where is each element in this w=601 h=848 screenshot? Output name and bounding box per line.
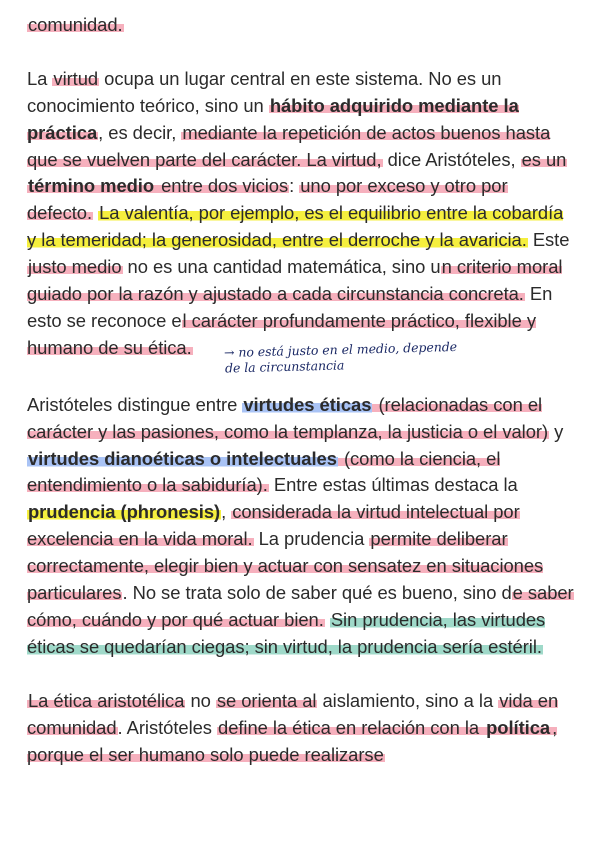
- text-run: Este: [527, 229, 570, 251]
- handwritten-note-line-1: → no está justo en el medio, depende: [223, 338, 458, 360]
- text-run: y: [549, 420, 564, 442]
- text-run: . Aristóteles: [117, 716, 218, 738]
- text-run: ocupa un lugar central en este sistema. No es un conocimiento teórico, sino un: [27, 67, 502, 116]
- highlight-pink: uno por exceso y otro por defecto.: [27, 175, 508, 224]
- highlight-pink: se orienta al: [216, 689, 317, 711]
- highlight-blue: virtudes dianoéticas o intelectuales: [28, 447, 337, 469]
- highlight-pink: hábito adquirido mediante la práctica: [27, 94, 519, 143]
- text-run: . No se trata solo de saber qué es bueno, sino d: [122, 582, 512, 604]
- highlight-teal: Sin prudencia, las virtudes éticas se quedarían ciegas; sin virtud, la prudencia sería estéril.: [27, 609, 546, 657]
- paragraph-1: [27, 66, 575, 362]
- paragraph-0: [27, 12, 575, 39]
- highlight-pink: l carácter profundamente práctico, flexible y humano de su ética.: [27, 309, 536, 358]
- highlight-pink: e saber cómo, cuándo y por qué actuar bien.: [27, 582, 574, 631]
- text-run: ,: [221, 501, 232, 523]
- text-run: no es una cantidad matemática, sino u: [122, 256, 441, 278]
- highlight-pink: mediante la repetición de actos buenos hasta que se vuelven parte del carácter. La virtud,: [27, 121, 551, 170]
- text-run: La: [27, 67, 53, 89]
- highlight-yellow: prudencia (phronesis): [28, 501, 221, 523]
- highlight-pink: término medio: [28, 175, 155, 197]
- paragraph-gap: [27, 661, 575, 688]
- text-run: En esto se reconoce e: [27, 283, 553, 331]
- highlight-pink: define la ética en relación con la: [218, 716, 485, 738]
- highlight-pink: entre dos vicios: [156, 175, 289, 197]
- handwritten-note: [27, 338, 575, 382]
- paragraph-gap: [27, 382, 575, 392]
- paragraph-3: [27, 688, 575, 769]
- highlight-pink: n criterio moral guiado por la razón y ajustado a cada circunstancia concreta.: [27, 256, 563, 305]
- highlight-pink: (relacionadas con el carácter y las pasiones, como la templanza, la justicia o el valor): [27, 393, 549, 442]
- highlight-pink: justo medio: [28, 256, 122, 278]
- text-run: no: [185, 689, 216, 711]
- highlight-pink: considerada la virtud intelectual por excelencia en la vida moral.: [27, 501, 520, 550]
- text-run: , es decir,: [98, 121, 182, 143]
- highlight-pink: permite deliberar correctamente, elegir bien y actuar con sensatez en situaciones particulares: [27, 528, 544, 604]
- text-run: dice Aristóteles,: [382, 148, 521, 170]
- highlight-pink: vida en comunidad: [27, 689, 559, 738]
- highlight-blue: virtudes éticas: [243, 393, 372, 415]
- highlight-pink: virtud: [53, 67, 99, 89]
- paragraph-2: [27, 392, 575, 661]
- highlight-pink: es un: [521, 148, 567, 170]
- text-run: La prudencia: [253, 528, 370, 550]
- text-run: :: [289, 175, 300, 197]
- text-run: Aristóteles distingue entre: [27, 393, 243, 415]
- handwritten-note-line-2: de la circunstancia: [224, 357, 345, 376]
- highlight-pink: (como la ciencia, el entendimiento o la sabiduría).: [27, 447, 501, 496]
- highlight-pink: La ética aristotélica: [28, 689, 185, 711]
- text-run: Entre estas últimas destaca la: [268, 474, 518, 496]
- highlight-yellow: La valentía, por ejemplo, es el equilibrio entre la cobardía y la temeridad; la generosidad, entre el derroche y la avaricia.: [27, 202, 564, 251]
- paragraph-gap: [27, 39, 575, 66]
- highlight-pink: política: [486, 716, 551, 738]
- highlight-pink: comunidad.: [28, 14, 123, 35]
- text-run: aislamiento, sino a la: [317, 689, 499, 711]
- highlight-pink: , porque el ser humano solo puede realizarse: [27, 716, 558, 765]
